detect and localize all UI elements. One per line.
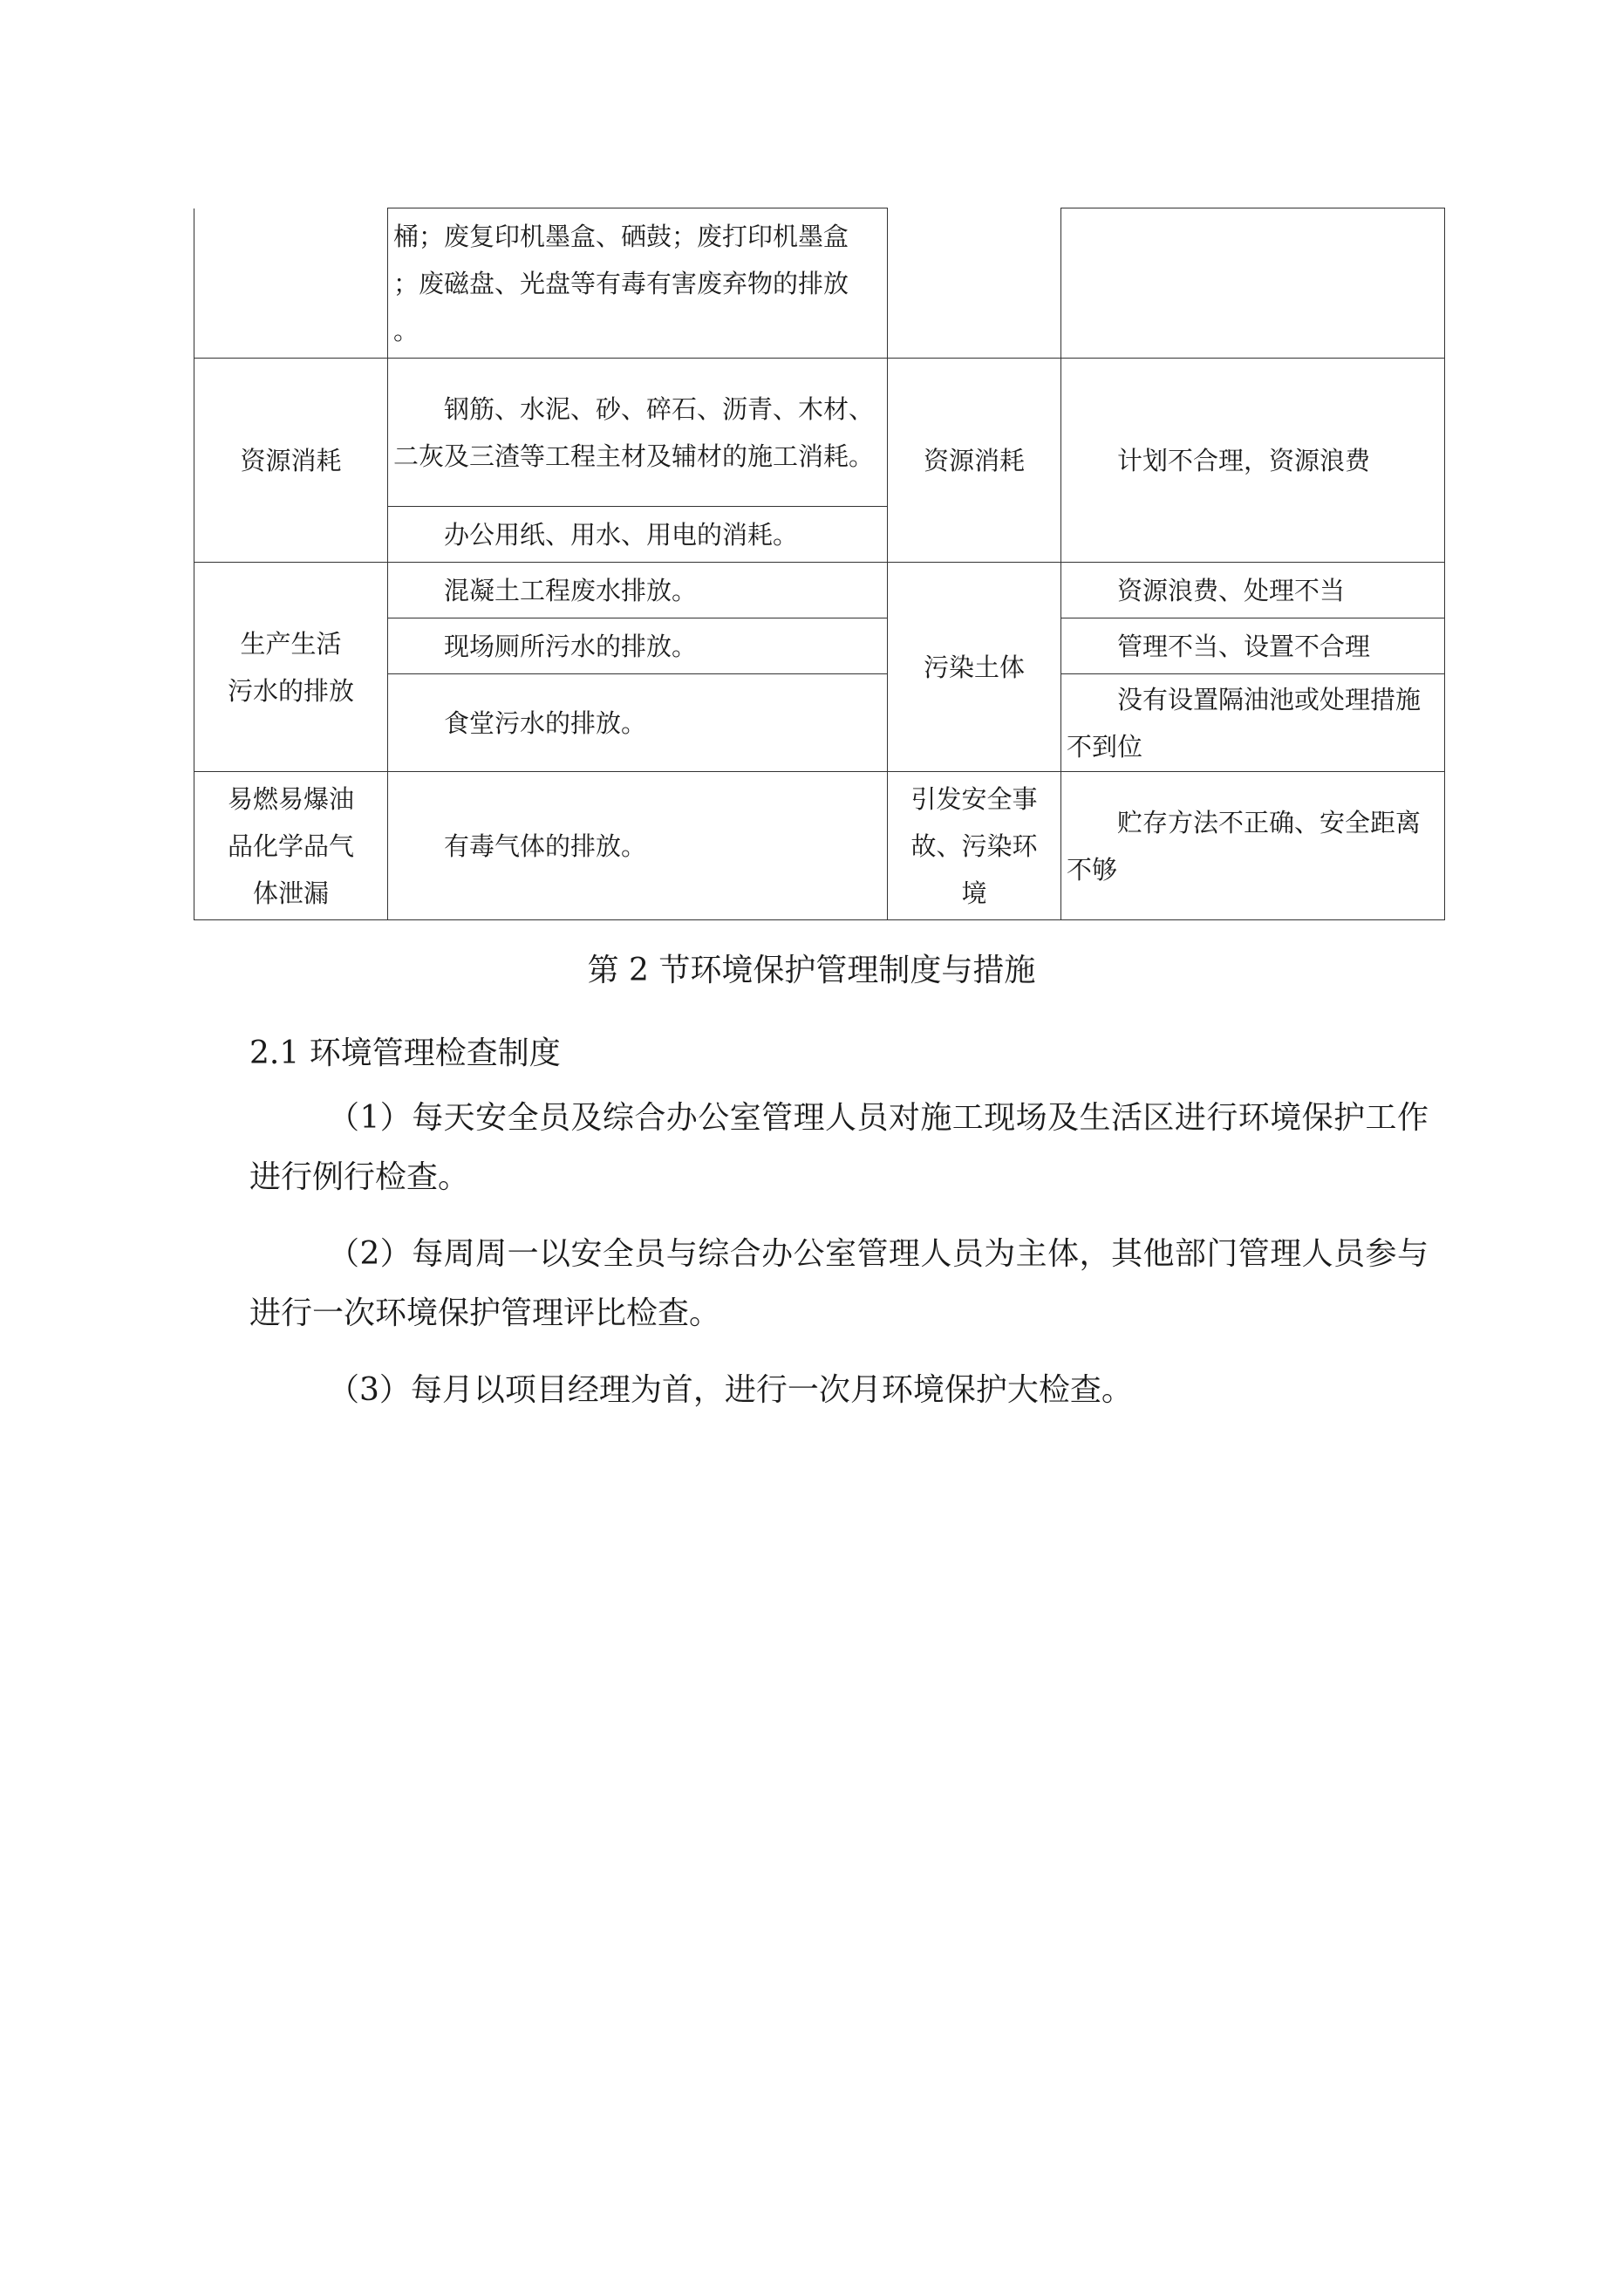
table-cell-item-toilet: 现场厕所污水的排放。 [388, 618, 888, 674]
table-cell-impact-resource: 资源消耗 [888, 359, 1061, 563]
cell-line: 桶；废复印机墨盒、硒鼓；废打印机墨盒 [393, 221, 849, 251]
table-cell-item-materials: 钢筋、水泥、砂、碎石、沥青、木材、二灰及三渣等工程主材及辅材的施工消耗。 [388, 359, 888, 507]
table-row-resource [194, 359, 1445, 507]
table-cell-impact-empty [888, 208, 1061, 359]
paragraph-daily-check: （1）每天安全员及综合办公室管理人员对施工现场及生活区进行环境保护工作进行例行检查。 [249, 1100, 1429, 1195]
table-cell-category-sewage [194, 563, 388, 772]
table-cell-cause-grease-trap: 没有设置隔油池或处理措施不到位 [1061, 674, 1445, 772]
cell-line: 引发安全事 [910, 783, 1038, 814]
table-row-sewage-1 [194, 563, 1445, 618]
cell-line: 品化学品气 [227, 830, 354, 861]
cell-line: ；废磁盘、光盘等有毒有害废弃物的排放 [393, 268, 849, 298]
cell-line: 境 [961, 878, 987, 908]
paragraph-monthly-check: （3）每月以项目经理为首，进行一次月环境保护大检查。 [328, 1372, 1133, 1408]
table-cell-category-resource: 资源消耗 [194, 359, 388, 563]
table-cell-cause-storage: 贮存方法不正确、安全距离不够 [1061, 772, 1445, 920]
table-cell-cause-resource: 计划不合理，资源浪费 [1061, 359, 1445, 563]
table-cell-cause-waste: 资源浪费、处理不当 [1061, 563, 1445, 618]
table-cell-item-toxic-gas: 有毒气体的排放。 [388, 772, 888, 920]
cell-line: 故、污染环 [910, 830, 1038, 861]
table-cell-cause-management: 管理不当、设置不合理 [1061, 618, 1445, 674]
table-cell-item-office: 办公用纸、用水、用电的消耗。 [388, 507, 888, 563]
table-row-leak [194, 772, 1445, 920]
environmental-factors-table [194, 208, 1445, 920]
table-cell-category-leak [194, 772, 388, 920]
table-cell-item-continuation [388, 208, 888, 359]
section-title: 第 2 节环境保护管理制度与措施 [587, 953, 1036, 988]
subsection-title: 2.1 环境管理检查制度 [249, 1035, 561, 1071]
cell-line: 生产生活 [240, 628, 342, 659]
table-cell-impact-sewage: 污染土体 [888, 563, 1061, 772]
paragraph-weekly-check: （2）每周周一以安全员与综合办公室管理人员为主体，其他部门管理人员参与进行一次环境保护管理评比检查。 [249, 1236, 1429, 1331]
cell-line: 污水的排放 [227, 675, 354, 706]
table-row-continuation [194, 208, 1445, 359]
table-cell-item-canteen: 食堂污水的排放。 [388, 674, 888, 772]
cell-line: 。 [393, 315, 419, 345]
cell-line: 易燃易爆油 [227, 783, 354, 814]
table-cell-cause-empty [1061, 208, 1445, 359]
cell-line: 体泄漏 [252, 878, 329, 908]
table-cell-item-concrete: 混凝土工程废水排放。 [388, 563, 888, 618]
table-cell-impact-leak [888, 772, 1061, 920]
table-cell-category-empty [194, 208, 388, 359]
